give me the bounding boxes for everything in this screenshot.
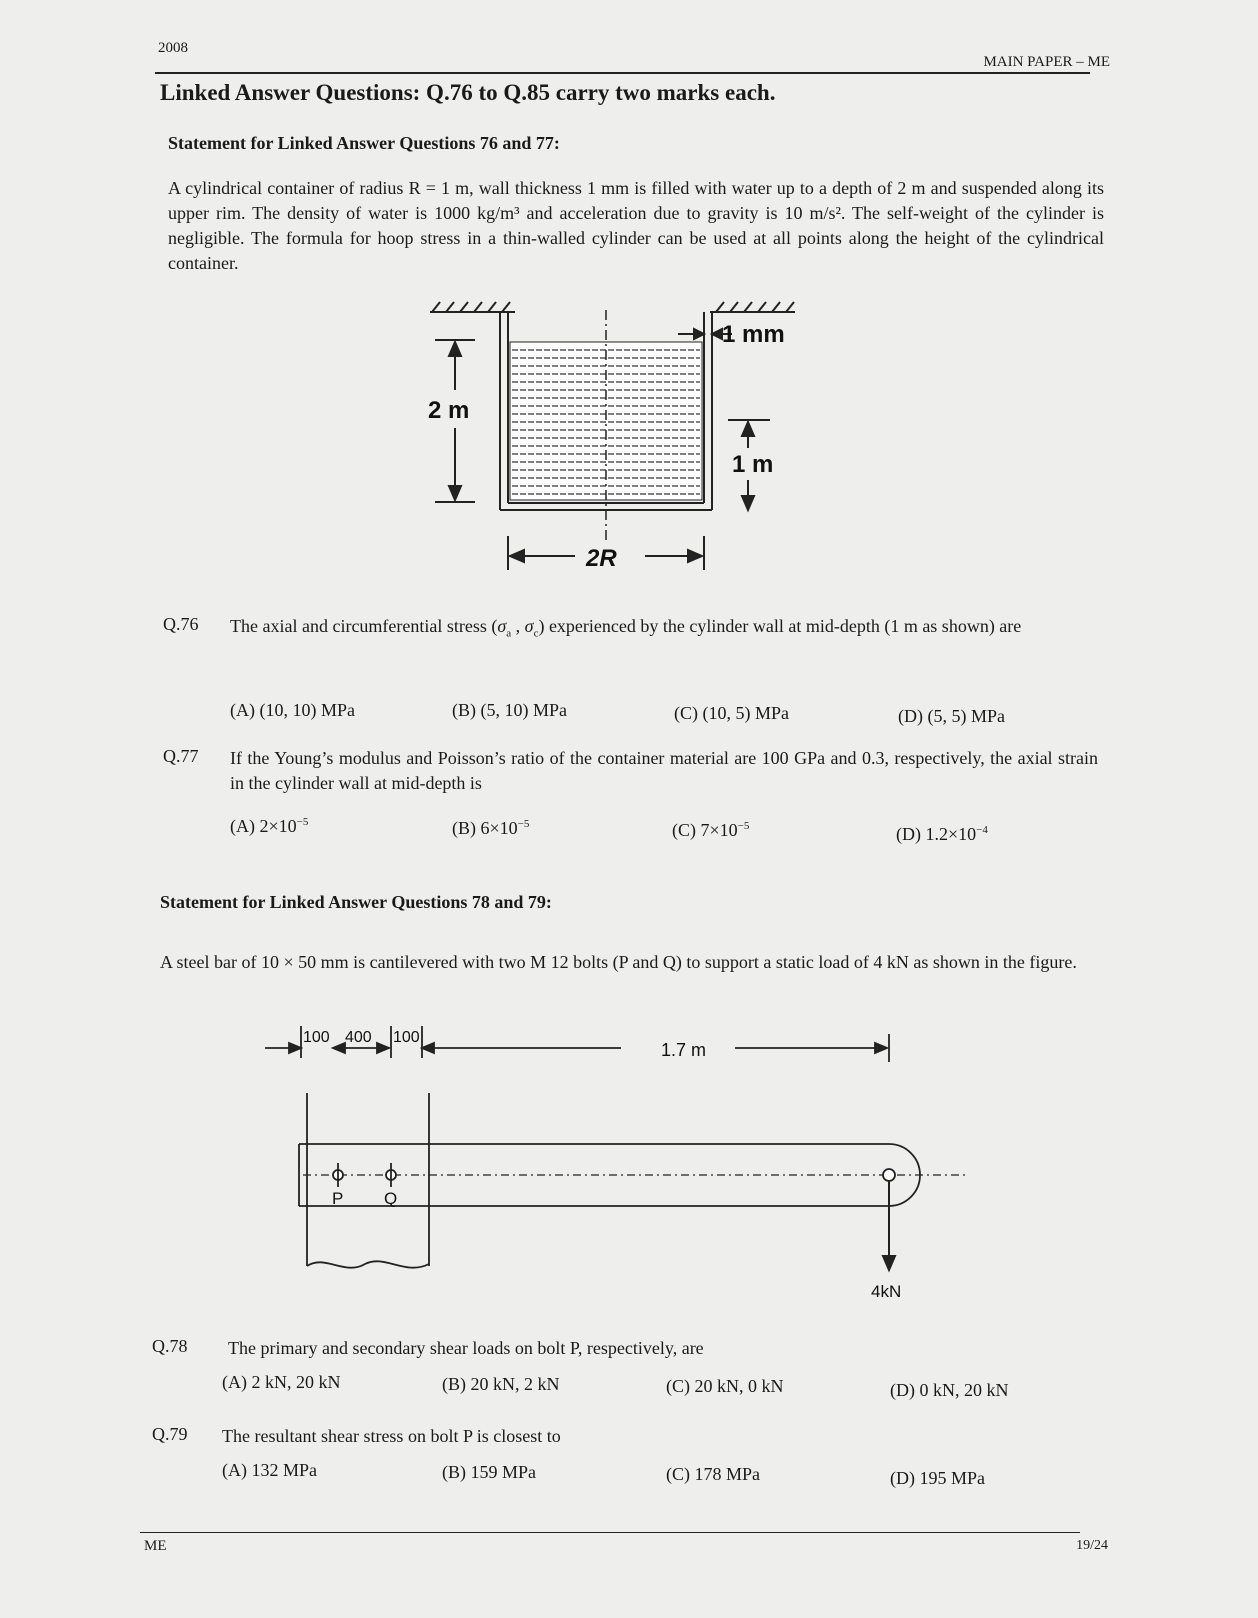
cantilever-figure <box>265 1018 985 1308</box>
footer-code: ME <box>144 1538 167 1554</box>
statement-2-text: A steel bar of 10 × 50 mm is cantilevered with two M 12 bolts (P and Q) to support a static load of 4 kN as shown in the figure. <box>160 952 1077 972</box>
q77-option-a[interactable]: (A) $2\times 10^{-5}$ <box>230 816 309 836</box>
bolt-p-label: P <box>332 1189 344 1208</box>
statement-2-title: Statement for Linked Answer Questions 78 and 79: <box>160 892 552 912</box>
header-rule <box>155 72 1090 74</box>
q76-option-b[interactable]: (B) (5, 10) MPa <box>452 700 567 720</box>
dim-100-left: 100 <box>303 1029 330 1046</box>
q76-number: Q.76 <box>163 614 199 634</box>
q79-number: Q.79 <box>152 1424 188 1444</box>
mid-depth-label: 1 m <box>732 451 774 478</box>
left-support <box>430 302 515 312</box>
q78-option-d[interactable]: (D) 0 kN, 20 kN <box>890 1380 1009 1400</box>
q77-text: If the Young’s modulus and Poisson’s ratio of the container material are 100 GPa and 0.3, respectively, the axial strain in the cylinder wall at mid-depth is <box>230 748 1098 793</box>
load-label: 4kN <box>871 1282 902 1301</box>
header-year: 2008 <box>158 40 188 56</box>
q78-text: The primary and secondary shear loads on bolt P, respectively, are <box>228 1338 704 1358</box>
q76-option-c[interactable]: (C) (10, 5) MPa <box>674 703 789 723</box>
depth-label: 2 m <box>428 397 470 424</box>
support-plate <box>307 1093 429 1268</box>
statement-1-text: A cylindrical container of radius R = 1 m, wall thickness 1 mm is filled with water up to a depth of 2 m and suspended along its upper rim. The density of water is 1000 kg/m³ and acceleration due to gravity is 10 m/s². The self-weight of the cylinder is negligible. The formula for hoop stress in a thin-walled cylinder can be used at all points along the height of the cylindrical container. <box>168 178 1104 273</box>
q77-option-b[interactable]: (B) $6\times 10^{-5}$ <box>452 818 530 838</box>
dim-100-right: 100 <box>393 1029 420 1046</box>
q79-option-a[interactable]: (A) 132 MPa <box>222 1460 317 1480</box>
wall-thickness-label: 1 mm <box>722 321 785 348</box>
bolt-q-label: Q <box>384 1189 398 1208</box>
q79-text: The resultant shear stress on bolt P is closest to <box>222 1426 561 1446</box>
page-number: 19/24 <box>1076 1538 1108 1553</box>
q77-option-d[interactable]: (D) $1.2\times 10^{-4}$ <box>896 824 988 844</box>
q78-option-c[interactable]: (C) 20 kN, 0 kN <box>666 1376 784 1396</box>
q76-option-a[interactable]: (A) (10, 10) MPa <box>230 700 355 720</box>
q77-number: Q.77 <box>163 746 199 766</box>
load-arrow <box>883 1180 895 1270</box>
q79-option-d[interactable]: (D) 195 MPa <box>890 1468 985 1488</box>
section-title: Linked Answer Questions: Q.76 to Q.85 carry two marks each. <box>160 80 776 105</box>
right-support <box>710 302 795 312</box>
statement-1-title: Statement for Linked Answer Questions 76 and 77: <box>168 133 560 153</box>
footer-rule <box>140 1532 1080 1533</box>
q78-option-b[interactable]: (B) 20 kN, 2 kN <box>442 1374 560 1394</box>
header-paper: MAIN PAPER – ME <box>983 54 1110 70</box>
q79-option-b[interactable]: (B) 159 MPa <box>442 1462 536 1482</box>
q76-option-d[interactable]: (D) (5, 5) MPa <box>898 706 1005 726</box>
q78-option-a[interactable]: (A) 2 kN, 20 kN <box>222 1372 341 1392</box>
diameter-label: 2R <box>586 545 617 572</box>
q79-option-c[interactable]: (C) 178 MPa <box>666 1464 760 1484</box>
dim-400: 400 <box>345 1029 372 1046</box>
q76-text: The axial and circumferential stress ($\sigma_a$ , $\sigma_c$) experienced by the cylinder wall at mid-depth (1 m as shown) are <box>230 616 1022 640</box>
q77-option-c[interactable]: (C) $7\times 10^{-5}$ <box>672 820 750 840</box>
cylinder-figure <box>420 300 840 600</box>
q78-number: Q.78 <box>152 1336 188 1356</box>
dim-length: 1.7 m <box>661 1040 707 1060</box>
